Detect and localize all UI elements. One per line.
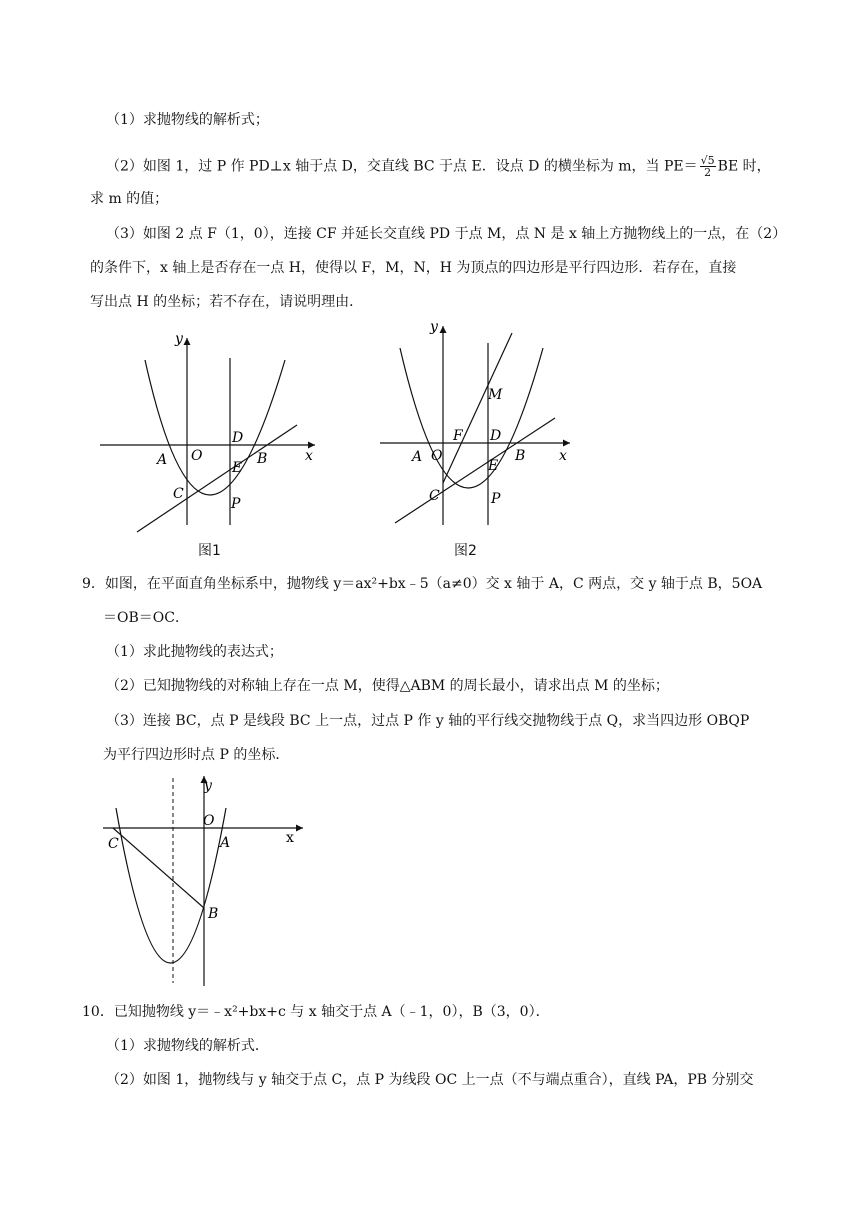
fig1-label-a: A (157, 452, 168, 468)
fig1-label-x: x (305, 448, 313, 464)
fig2-label-e: E (488, 458, 499, 474)
fig1-label-c: C (173, 486, 184, 502)
parabola (400, 348, 543, 488)
p10-q2: （2）如图 1，抛物线与 y 轴交于点 C，点 P 为线段 OC 上一点（不与端点重合），直线 PA，PB 分别交 (106, 1072, 754, 1088)
parabola (145, 360, 285, 495)
p9-q3-line2: 为平行四边形时点 P 的坐标． (103, 747, 290, 763)
p9-q3-line1: （3）连接 BC，点 P 是线段 BC 上一点，过点 P 作 y 轴的平行线交抛物线于点 Q，求当四边形 OBQP (106, 713, 750, 729)
fig3-label-c: C (108, 836, 119, 852)
line-bc (137, 425, 297, 532)
fraction-numerator: √5 (700, 154, 715, 167)
line-cb (113, 828, 204, 908)
fig1-label-e: E (232, 460, 243, 476)
line-bc (395, 418, 555, 523)
fig3-label-y: y (204, 778, 212, 794)
p10-q1: （1）求抛物线的解析式． (106, 1038, 269, 1054)
fraction-denominator: 2 (704, 166, 712, 179)
fig2-label-p: P (491, 491, 501, 507)
figure-3 (98, 768, 313, 990)
fig3-label-x: x (286, 830, 294, 846)
line-cm (443, 333, 512, 483)
fig1-label-d: D (232, 430, 244, 446)
p8-q1: （1）求抛物线的解析式； (106, 112, 269, 128)
fig1-label-p: P (231, 496, 241, 512)
p10-line1: 10．已知抛物线 y＝﹣x²+bx+c 与 x 轴交于点 A（﹣1，0），B（3，0）． (82, 1004, 550, 1020)
fig2-label-b: B (515, 448, 526, 464)
figure-1 (95, 330, 325, 535)
p9-q2: （2）已知抛物线的对称轴上存在一点 M，使得△ABM 的周长最小，请求出点 M 的坐标； (106, 678, 669, 694)
fig2-label-y: y (430, 319, 438, 335)
fig3-label-o: O (203, 813, 215, 829)
p8-q3-line1: （3）如图 2 点 F（1，0），连接 CF 并延长交直线 PD 于点 M，点 N 是 x 轴上方抛物线上的一点，在（2） (106, 226, 787, 242)
figure-2 (375, 318, 580, 533)
p8-q2-text-b: BE 时， (717, 158, 771, 175)
p9-q1: （1）求此抛物线的表达式； (106, 644, 283, 660)
p9-line2: ＝OB＝OC． (103, 610, 189, 626)
fig2-label-m: M (488, 387, 503, 403)
fig2-label-x: x (559, 448, 567, 464)
p8-q2-line2: 求 m 的值； (90, 191, 169, 207)
fig2-label-c: C (429, 488, 440, 504)
p8-q2-line1 (106, 155, 771, 178)
fig2-label-f: F (453, 428, 463, 444)
fig1-label-b: B (257, 451, 268, 467)
fig3-label-a: A (220, 835, 231, 851)
fig1-caption: 图1 (198, 543, 221, 559)
p8-q3-line3: 写出点 H 的坐标；若不存在，请说明理由． (90, 294, 364, 310)
parabola (116, 808, 226, 963)
fig3-label-b: B (208, 906, 219, 922)
fig2-caption: 图2 (454, 543, 477, 559)
fig2-label-d: D (490, 428, 502, 444)
fig2-label-a: A (412, 449, 423, 465)
fig1-label-y: y (175, 331, 183, 347)
fig2-label-o: O (431, 448, 443, 464)
p8-q3-line2: 的条件下，x 轴上是否存在一点 H，使得以 F，M，N，H 为顶点的四边形是平行四边形．若存在，直接 (90, 260, 737, 276)
p9-line1: 9．如图，在平面直角坐标系中，抛物线 y＝ax²+bx﹣5（a≠0）交 x 轴于 A，C 两点，交 y 轴于点 B，5OA (82, 576, 763, 592)
fig1-label-o: O (191, 448, 203, 464)
p8-q2-text-a: （2）如图 1，过 P 作 PD⊥x 轴于点 D，交直线 BC 于点 E．设点 D 的横坐标为 m，当 PE＝ (106, 158, 698, 175)
p8-q2-fraction (700, 155, 716, 178)
